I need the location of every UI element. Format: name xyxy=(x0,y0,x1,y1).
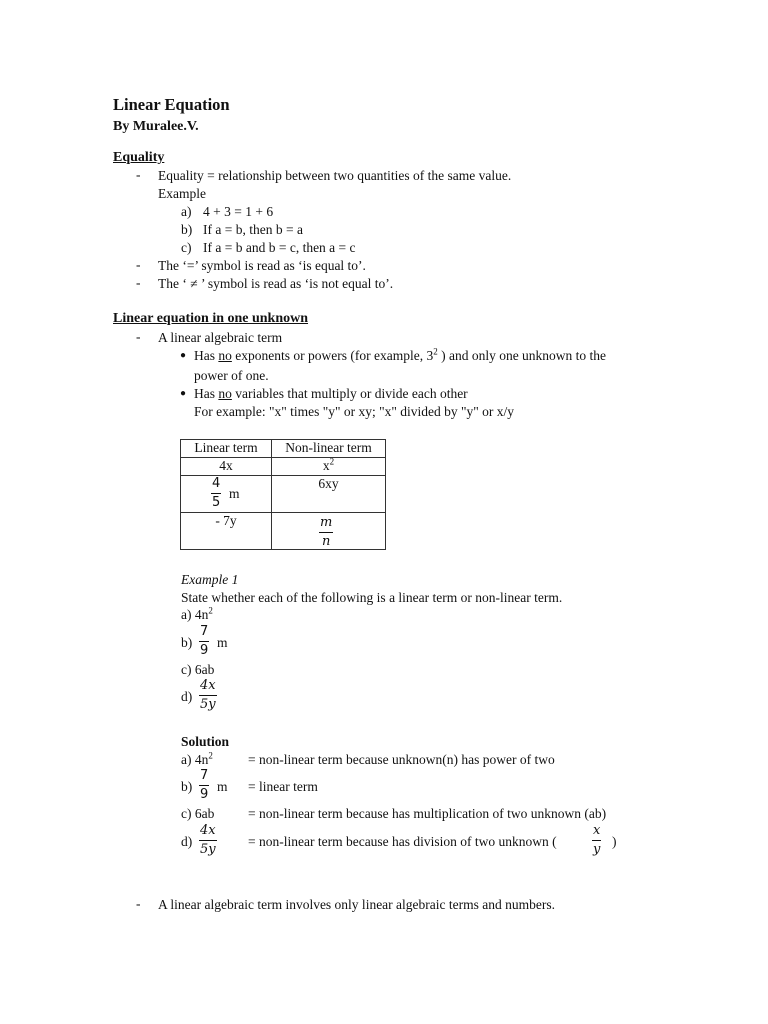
bullet2-line2: For example: "x" times "y" or xy; "x" divided by "y" or x/y xyxy=(194,404,515,419)
dash-marker: - xyxy=(136,896,141,911)
symbol-not-equal-note: The ‘ ≠ ’ symbol is read as ‘is not equal to’. xyxy=(158,276,394,291)
table-cell: 4 5 m xyxy=(181,476,272,513)
solution-b-text: = linear term xyxy=(248,779,318,794)
fraction: 4 5 xyxy=(212,476,221,510)
linear-terms-table xyxy=(180,439,386,550)
solution-b-var: m xyxy=(217,779,228,794)
example-label: Example xyxy=(158,186,206,201)
example1-b-label: b) xyxy=(181,635,193,650)
table-header-nonlinear: Non-linear term xyxy=(272,440,386,458)
example-b-label: b) xyxy=(181,222,193,237)
table-cell xyxy=(272,513,386,550)
solution-d-label: d) xyxy=(181,834,193,849)
example1-question: State whether each of the following is a linear term or non-linear term. xyxy=(181,590,563,605)
solution-c-label: c) 6ab xyxy=(181,806,215,821)
document-author: By Muralee.V. xyxy=(113,119,199,134)
example1-a: a) $4n^2$ xyxy=(181,605,213,622)
solution-d-inline-fraction: x y xyxy=(593,823,601,857)
solution-b-label: b) xyxy=(181,779,193,794)
solution-d-fraction: 4x 5y xyxy=(200,823,216,857)
bullet2-line1: Has no variables that multiply or divide each other xyxy=(194,386,468,401)
equality-definition: Equality = relationship between two quantities of the same value. xyxy=(158,168,512,183)
solution-c-text: = non-linear term because has multiplication of two unknown (ab) xyxy=(248,806,607,821)
example1-d-label: d) xyxy=(181,689,193,704)
dash-marker: - xyxy=(136,329,141,344)
table-cell: - 7y xyxy=(181,513,272,550)
example-c-text: If a = b and b = c, then a = c xyxy=(203,240,356,255)
example1-label: Example 1 xyxy=(181,572,239,587)
dash-marker: - xyxy=(136,257,141,272)
example-c-label: c) xyxy=(181,240,192,255)
linear-term-intro: A linear algebraic term xyxy=(158,330,283,345)
dash-marker: - xyxy=(136,275,141,290)
symbol-equal-note: The ‘=’ symbol is read as ‘is equal to’. xyxy=(158,258,366,273)
bullet-icon: ● xyxy=(180,388,187,399)
document-title: Linear Equation xyxy=(113,95,230,114)
final-note: A linear algebraic term involves only linear algebraic terms and numbers. xyxy=(158,897,555,912)
table-cell: 4x xyxy=(181,458,272,476)
example-a-label: a) xyxy=(181,204,192,219)
solution-b-fraction: 7 9 xyxy=(200,768,209,802)
dash-marker: - xyxy=(136,167,141,182)
solution-d-text: = non-linear term because has division of two unknown ( xyxy=(248,834,557,849)
table-cell: 6xy xyxy=(272,476,386,513)
solution-label: Solution xyxy=(181,734,230,749)
solution-a-label: a) $4n^2$ xyxy=(181,750,213,767)
example1-d-fraction: 4x 5y xyxy=(200,678,216,712)
bullet1-line2: power of one. xyxy=(194,368,269,383)
bullet1-line1: Has no exponents or powers (for example, $3^2$ ) and only one unknown to the xyxy=(194,346,607,363)
fraction: m n xyxy=(320,515,333,549)
example-b-text: If a = b, then b = a xyxy=(203,222,303,237)
solution-a-text: = non-linear term because unknown(n) has power of two xyxy=(248,752,555,767)
solution-d-close: ) xyxy=(612,834,617,849)
example1-b-var: m xyxy=(217,635,228,650)
bullet-icon: ● xyxy=(180,350,187,361)
linear-section-heading: Linear equation in one unknown xyxy=(113,311,309,326)
table-cell: $x^2$ xyxy=(272,458,386,476)
equality-heading: Equality xyxy=(113,150,165,165)
example1-c: c) 6ab xyxy=(181,662,215,677)
example1-b-fraction: 7 9 xyxy=(200,624,209,658)
example-a-text: 4 + 3 = 1 + 6 xyxy=(203,204,274,219)
table-header-linear: Linear term xyxy=(181,440,272,458)
